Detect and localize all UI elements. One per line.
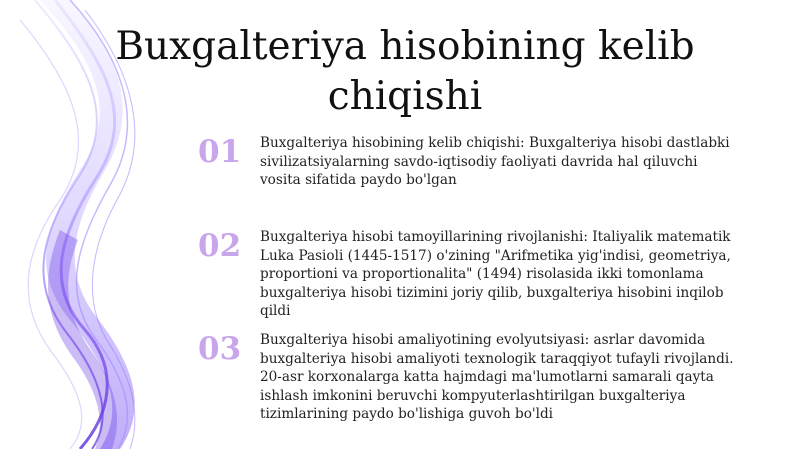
item-number: 01: [198, 134, 242, 170]
item-number: 02: [198, 228, 242, 264]
item-number: 03: [198, 331, 242, 367]
slide-title: Buxgalteriya hisobining kelib chiqishi: [115, 24, 695, 119]
item-text: Buxgalteriya hisobi amaliyotining evolyutsiyasi: asrlar davomida buxgalteriya hisobi amaliyoti texnologik taraqqiyot tufayli rivojlandi. 20-asr korxonalarga katta hajmdagi ma'lumotlarni samarali qayta ishlash imkonini beruvchi kompyuterlashtirilgan buxgalteriya tizimlarining paydo bo'lishiga guvoh bo'ldi: [260, 332, 734, 423]
item-text: Buxgalteriya hisobi tamoyillarining rivojlanishi: Italiyalik matematik Luka Pasioli (1445-1517) o'zining "Arifmetika yig'indisi, geometriya, proportioni va proportionalita" (1494) risolasida ikki tomonlama buxgalteriya hisobi tizimini joriy qilib, buxgalteriya hisobini inqilob qildi: [260, 229, 731, 320]
item-text: Buxgalteriya hisobining kelib chiqishi: Buxgalteriya hisobi dastlabki sivilizatsiyalarning savdo-iqtisodiy faoliyati davrida hal qiluvchi vosita sifatida paydo bo'lgan: [260, 135, 730, 189]
